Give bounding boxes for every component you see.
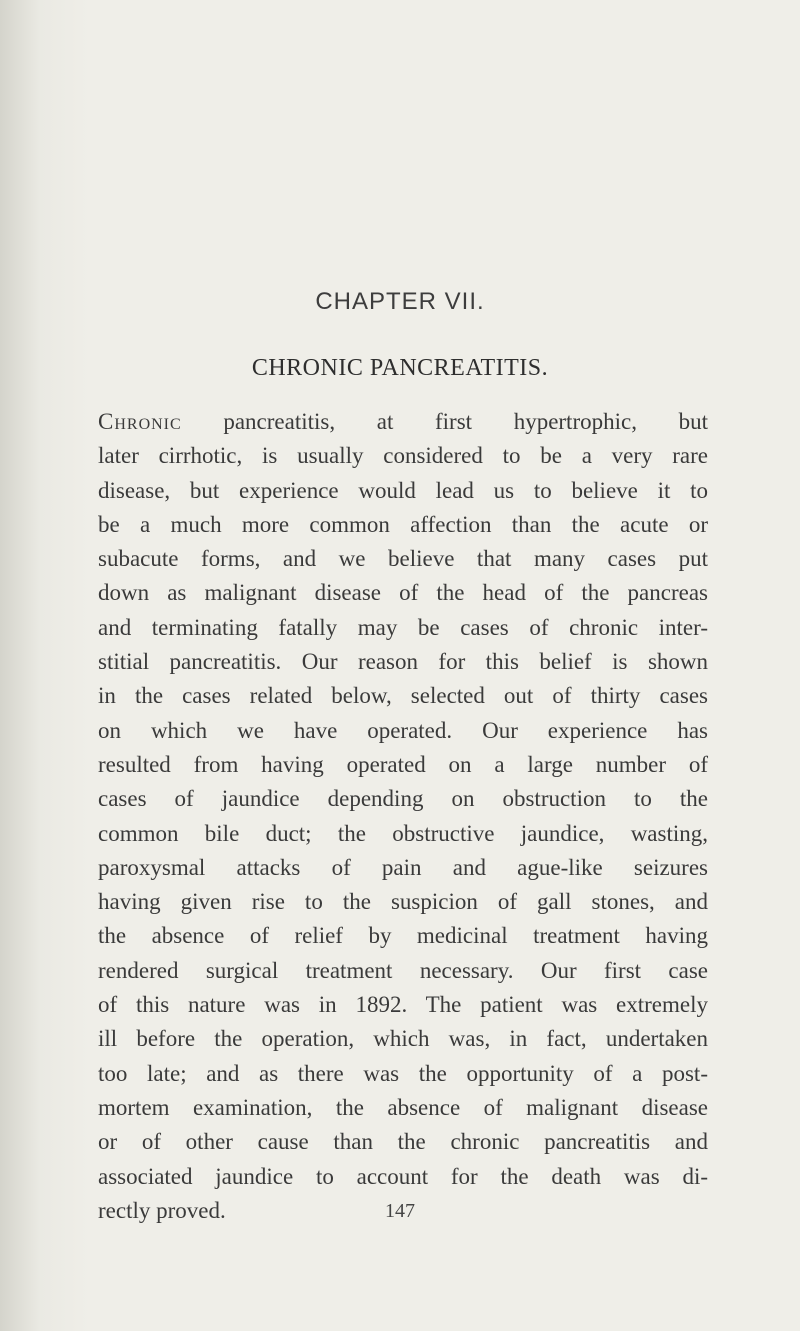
text-line: resulted from having operated on a large number of — [98, 751, 708, 777]
chapter-title: CHRONIC PANCREATITIS. — [251, 355, 549, 381]
text-line: stitial pancreatitis. Our reason for this belief is shown — [98, 649, 708, 675]
text-line: or of other cause than the chronic pancreatitis and — [98, 1129, 708, 1155]
text-line: rendered surgical treatment necessary. Our first case — [98, 957, 708, 983]
text-line: too late; and as there was the opportunity of a post- — [98, 1060, 708, 1086]
text-line: associated jaundice to account for the death was di- — [98, 1163, 708, 1189]
text-line: down as malignant disease of the head of the pancreas — [98, 580, 708, 606]
body-paragraph — [98, 405, 708, 1228]
lead-word: Chronic — [98, 409, 182, 434]
text-line: rectly proved. — [98, 1197, 226, 1223]
text-line: subacute forms, and we believe that many cases put — [98, 546, 708, 572]
text-line: ill before the operation, which was, in fact, undertaken — [98, 1026, 708, 1052]
chapter-label: CHAPTER VII. — [315, 288, 485, 315]
text-line: disease, but experience would lead us to believe it to — [98, 477, 708, 503]
text-line: paroxysmal attacks of pain and ague-like seizures — [98, 854, 708, 880]
text-line: in the cases related below, selected out of thirty cases — [98, 683, 708, 709]
text-line: be a much more common affection than the acute or — [98, 511, 708, 537]
text-line: of this nature was in 1892. The patient was extremely — [98, 992, 708, 1018]
text-line: common bile duct; the obstructive jaundice, wasting, — [98, 820, 708, 846]
text-line: later cirrhotic, is usually considered to be a very rare — [98, 443, 708, 469]
text-line: the absence of relief by medicinal treatment having — [98, 923, 708, 949]
text-line: Chronic pancreatitis, at first hypertrophic, but — [98, 409, 708, 434]
text-line: mortem examination, the absence of malignant disease — [98, 1094, 708, 1120]
page-number: 147 — [385, 1200, 415, 1222]
text-line: and terminating fatally may be cases of chronic inter- — [98, 614, 708, 640]
text-line: cases of jaundice depending on obstruction to the — [98, 786, 708, 812]
text-line: having given rise to the suspicion of gall stones, and — [98, 889, 708, 915]
text-line: on which we have operated. Our experience has — [98, 717, 708, 743]
